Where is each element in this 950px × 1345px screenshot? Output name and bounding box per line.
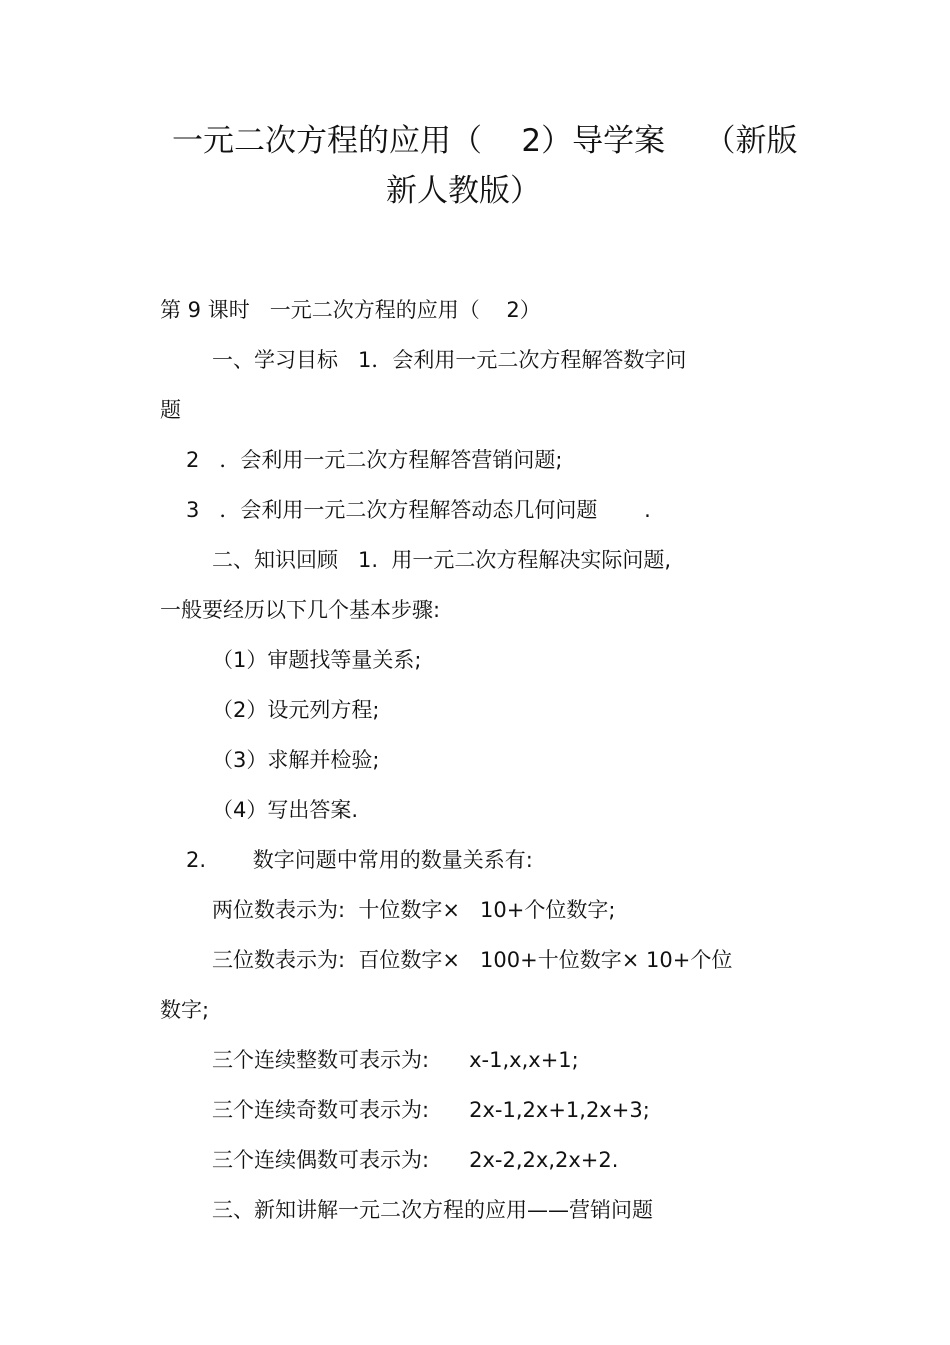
document-title-line1: 一元二次方程的应用（ 2）导学案 （新版 (172, 123, 798, 159)
number-relations-heading: 2. 数字问题中常用的数量关系有: (186, 848, 533, 872)
review-line-wrap: 一般要经历以下几个基本步骤: (160, 598, 441, 622)
consecutive-evens-line: 三个连续偶数可表示为: 2x-2,2x,2x+2. (212, 1148, 619, 1172)
three-digit-line: 三位数表示为: 百位数字× 100+十位数字× 10+个位 (212, 948, 733, 972)
step-4: （4）写出答案. (212, 798, 359, 822)
two-digit-line: 两位数表示为: 十位数字× 10+个位数字; (212, 898, 616, 922)
three-digit-line-wrap: 数字; (160, 998, 210, 1022)
objective-2: 2 ．会利用一元二次方程解答营销问题; (186, 448, 563, 472)
step-1: （1）审题找等量关系; (212, 648, 422, 672)
step-2: （2）设元列方程; (212, 698, 380, 722)
objective-3: 3 ．会利用一元二次方程解答动态几何问题 . (186, 498, 651, 522)
consecutive-odds-line: 三个连续奇数可表示为: 2x-1,2x+1,2x+3; (212, 1098, 650, 1122)
new-knowledge-heading: 三、新知讲解一元二次方程的应用——营销问题 (212, 1198, 653, 1222)
document-title-line2: 新人教版） (386, 173, 541, 209)
consecutive-integers-line: 三个连续整数可表示为: x-1,x,x+1; (212, 1048, 579, 1072)
objectives-line-wrap: 题 (160, 398, 181, 422)
objectives-line: 一、学习目标 1．会利用一元二次方程解答数字问 (212, 348, 687, 372)
lesson-heading: 第 9 课时 一元二次方程的应用（ 2） (160, 298, 541, 322)
review-line: 二、知识回顾 1. 用一元二次方程解决实际问题, (212, 548, 672, 572)
step-3: （3）求解并检验; (212, 748, 380, 772)
